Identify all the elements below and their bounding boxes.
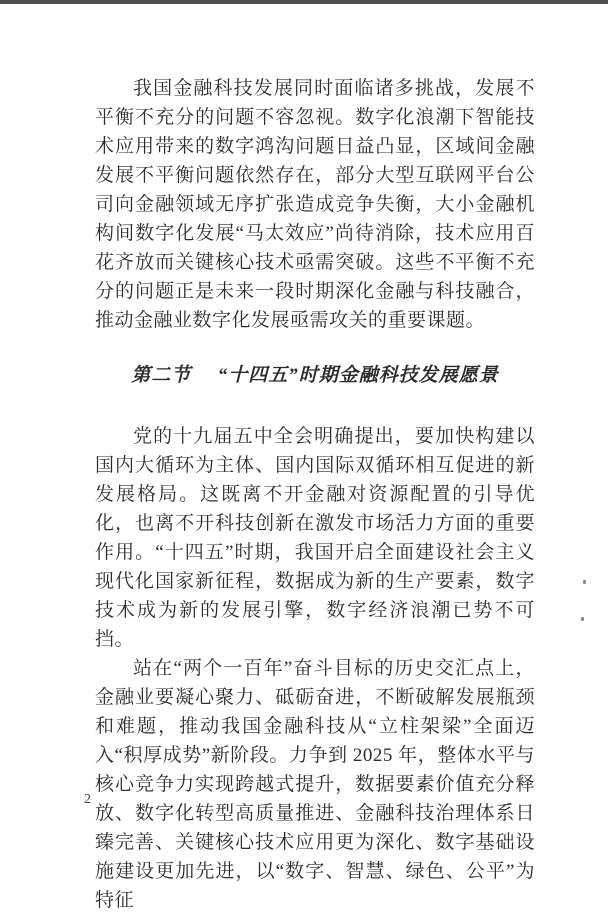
section-heading-label: 第二节 bbox=[131, 365, 192, 386]
window-top-bar bbox=[0, 0, 608, 4]
section-heading-title: “十四五”时期金融科技发展愿景 bbox=[217, 365, 499, 386]
page-number: 2 bbox=[84, 792, 91, 807]
body-paragraph-1: 我国金融科技发展同时面临诸多挑战，发展不平衡不充分的问题不容忽视。数字化浪潮下智能技术应用带来的数字鸿沟问题日益凸显，区域间金融发展不平衡问题依然存在，部分大型互联网平台公司向金融领域无序扩张造成竞争失衡，大小金融机构间数字化发展“马太效应”尚待消除，技术应用百花齐放而关键核心技术亟需突破。这些不平衡不充分的问题正是未来一段时期深化金融与科技融合，推动金融业数字化发展亟需攻关的重要课题。 bbox=[95, 78, 535, 331]
body-paragraph-3: 站在“两个一百年”奋斗目标的历史交汇点上，金融业要凝心聚力、砥砺奋进，不断破解发展瓶颈和难题，推动我国金融科技从“立柱架梁”全面迈入“积厚成势”新阶段。力争到 2025 年，整体水平与核心竞争力实现跨越式提升，数据要素价值充分释放、数字化转型高质量推进、金融科技治理体系日臻完善、关键核心技术应用更为深化、数字基础设施建设更加先进，以“数字、智慧、绿色、公平”为特征 bbox=[95, 658, 535, 911]
section-heading bbox=[95, 361, 535, 390]
page-text-block bbox=[95, 74, 535, 915]
body-paragraph-2: 党的十九届五中全会明确提出，要加快构建以国内大循环为主体、国内国际双循环相互促进的新发展格局。这既离不开金融对资源配置的引导优化，也离不开科技创新在激发市场活力方面的重要作用。“十四五”时期，我国开启全面建设社会主义现代化国家新征程，数据成为新的生产要素，数字技术成为新的发展引擎，数字经济浪潮已势不可挡。 bbox=[95, 426, 535, 650]
scan-artifact-dot bbox=[581, 617, 584, 621]
scan-artifact-dot bbox=[583, 580, 586, 584]
